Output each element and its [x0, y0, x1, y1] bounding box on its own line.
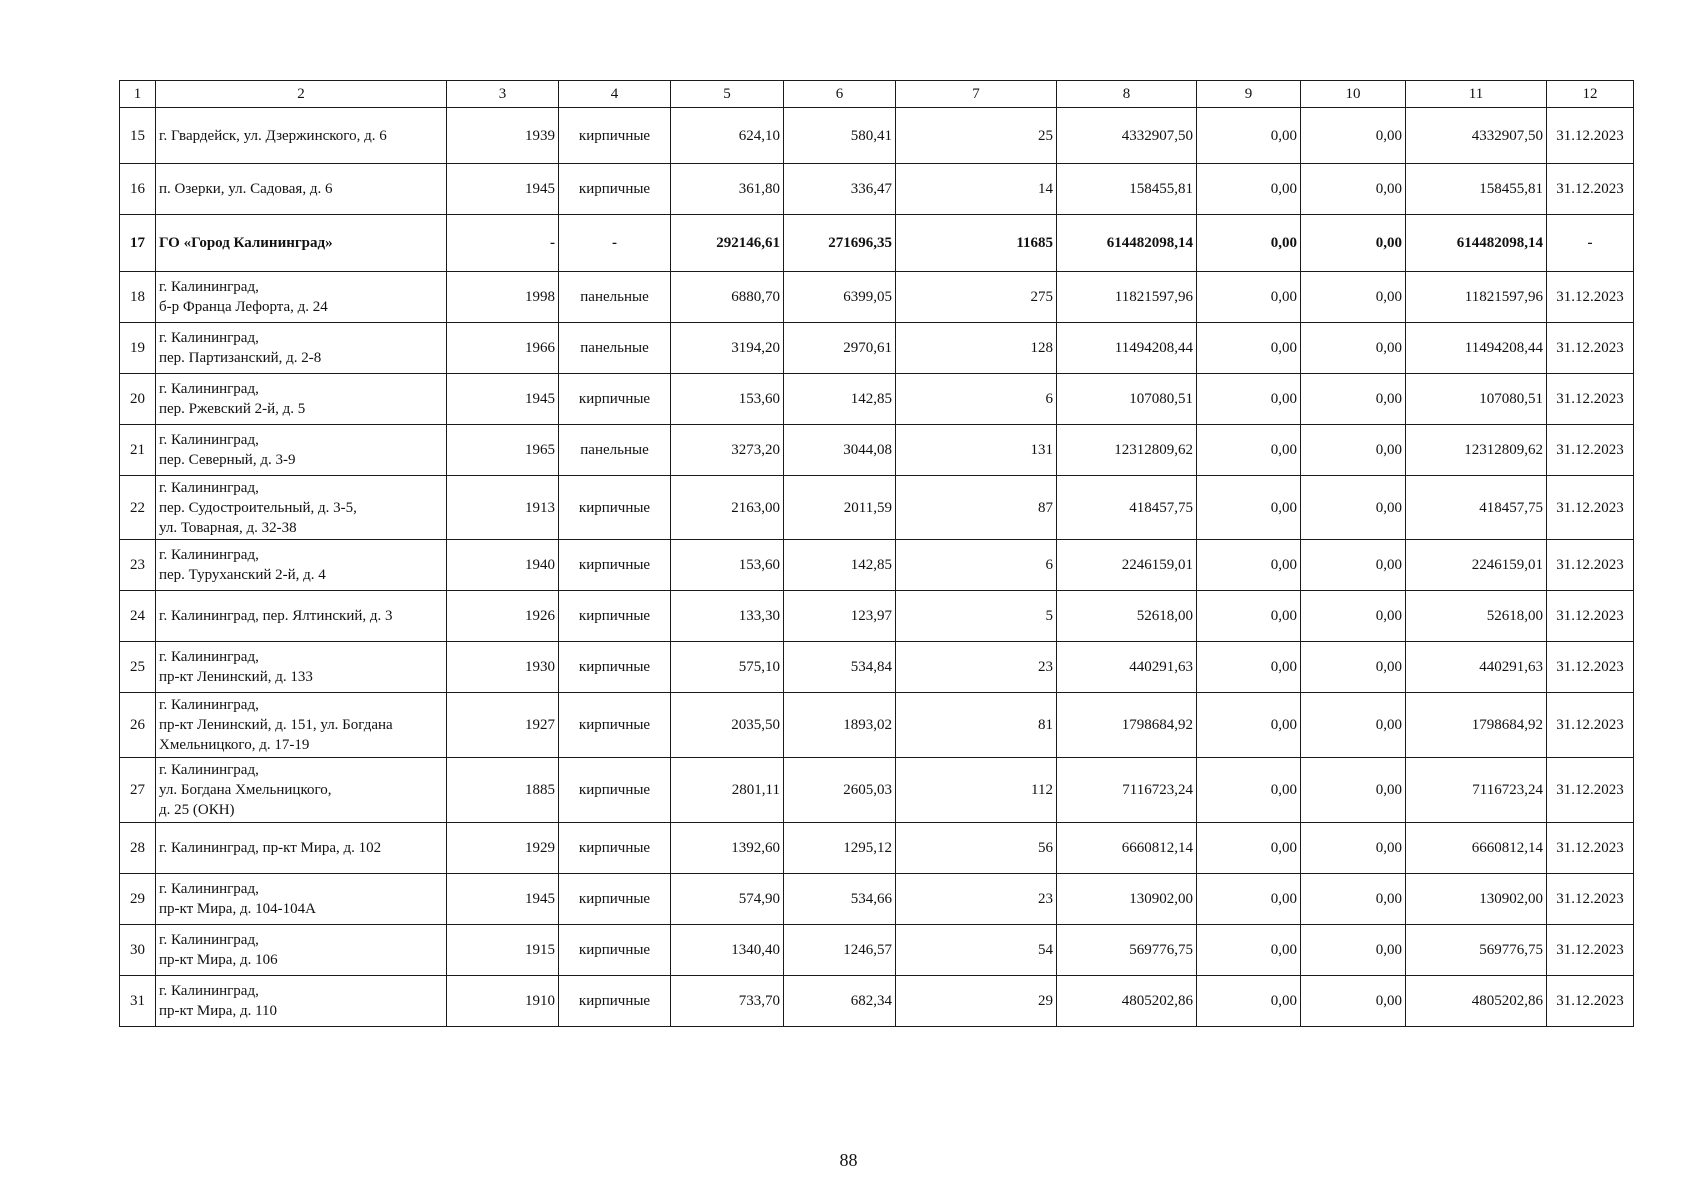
fund-cell: 0,00 — [1197, 215, 1301, 272]
deadline-cell: 31.12.2023 — [1547, 374, 1634, 425]
header-col-4: 4 — [559, 81, 671, 108]
address-cell: г. Калининград, пер. Партизанский, д. 2-8 — [156, 323, 447, 374]
fund-cell: 0,00 — [1197, 758, 1301, 823]
deadline-cell: 31.12.2023 — [1547, 976, 1634, 1027]
living-area-cell: 142,85 — [784, 374, 896, 425]
fund-cell: 0,00 — [1197, 108, 1301, 164]
material-cell: кирпичные — [559, 823, 671, 874]
row-number: 15 — [120, 108, 156, 164]
other-cost-cell: 569776,75 — [1406, 925, 1547, 976]
cost-total-cell: 569776,75 — [1057, 925, 1197, 976]
residents-cell: 54 — [896, 925, 1057, 976]
cost-total-cell: 52618,00 — [1057, 591, 1197, 642]
budget-cell: 0,00 — [1301, 874, 1406, 925]
total-area-cell: 2035,50 — [671, 693, 784, 758]
material-cell: кирпичные — [559, 758, 671, 823]
row-number: 18 — [120, 272, 156, 323]
cost-total-cell: 11821597,96 — [1057, 272, 1197, 323]
year-cell: 1966 — [447, 323, 559, 374]
budget-cell: 0,00 — [1301, 693, 1406, 758]
address-cell: г. Калининград, пр-кт Мира, д. 110 — [156, 976, 447, 1027]
cost-total-cell: 4332907,50 — [1057, 108, 1197, 164]
other-cost-cell: 12312809,62 — [1406, 425, 1547, 476]
row-number: 29 — [120, 874, 156, 925]
address-cell: г. Калининград, пр-кт Ленинский, д. 133 — [156, 642, 447, 693]
residents-cell: 5 — [896, 591, 1057, 642]
header-col-9: 9 — [1197, 81, 1301, 108]
address-cell: г. Калининград, пер. Северный, д. 3-9 — [156, 425, 447, 476]
address-cell: г. Калининград, пр-кт Мира, д. 104-104А — [156, 874, 447, 925]
row-number: 17 — [120, 215, 156, 272]
row-number: 27 — [120, 758, 156, 823]
table-body — [120, 108, 1634, 1027]
budget-cell: 0,00 — [1301, 425, 1406, 476]
residents-cell: 56 — [896, 823, 1057, 874]
cost-total-cell: 158455,81 — [1057, 164, 1197, 215]
row-number: 26 — [120, 693, 156, 758]
address-cell: г. Калининград, пр-кт Ленинский, д. 151, ул. Богдана Хмельницкого, д. 17-19 — [156, 693, 447, 758]
living-area-cell: 2605,03 — [784, 758, 896, 823]
header-col-7: 7 — [896, 81, 1057, 108]
fund-cell: 0,00 — [1197, 540, 1301, 591]
residents-cell: 6 — [896, 374, 1057, 425]
fund-cell: 0,00 — [1197, 823, 1301, 874]
row-number: 16 — [120, 164, 156, 215]
other-cost-cell: 130902,00 — [1406, 874, 1547, 925]
other-cost-cell: 4805202,86 — [1406, 976, 1547, 1027]
living-area-cell: 580,41 — [784, 108, 896, 164]
table-row — [120, 272, 1634, 323]
other-cost-cell: 52618,00 — [1406, 591, 1547, 642]
total-area-cell: 133,30 — [671, 591, 784, 642]
total-area-cell: 6880,70 — [671, 272, 784, 323]
material-cell: кирпичные — [559, 374, 671, 425]
fund-cell: 0,00 — [1197, 323, 1301, 374]
address-cell: г. Калининград, ул. Богдана Хмельницкого, д. 25 (ОКН) — [156, 758, 447, 823]
deadline-cell: 31.12.2023 — [1547, 476, 1634, 540]
total-area-cell: 1340,40 — [671, 925, 784, 976]
material-cell: панельные — [559, 272, 671, 323]
year-cell: 1965 — [447, 425, 559, 476]
address-cell: г. Калининград, пер. Туруханский 2-й, д. 4 — [156, 540, 447, 591]
table-row — [120, 374, 1634, 425]
other-cost-cell: 11821597,96 — [1406, 272, 1547, 323]
table-row — [120, 215, 1634, 272]
other-cost-cell: 440291,63 — [1406, 642, 1547, 693]
header-col-6: 6 — [784, 81, 896, 108]
year-cell: 1926 — [447, 591, 559, 642]
table-row — [120, 476, 1634, 540]
deadline-cell: 31.12.2023 — [1547, 108, 1634, 164]
budget-cell: 0,00 — [1301, 215, 1406, 272]
address-cell: г. Калининград, пр-кт Мира, д. 102 — [156, 823, 447, 874]
fund-cell: 0,00 — [1197, 591, 1301, 642]
material-cell: панельные — [559, 425, 671, 476]
header-col-5: 5 — [671, 81, 784, 108]
table-row — [120, 642, 1634, 693]
year-cell: 1998 — [447, 272, 559, 323]
living-area-cell: 2970,61 — [784, 323, 896, 374]
residents-cell: 112 — [896, 758, 1057, 823]
total-area-cell: 2801,11 — [671, 758, 784, 823]
other-cost-cell: 1798684,92 — [1406, 693, 1547, 758]
residents-cell: 11685 — [896, 215, 1057, 272]
fund-cell: 0,00 — [1197, 642, 1301, 693]
housing-register-table — [119, 80, 1634, 1027]
cost-total-cell: 2246159,01 — [1057, 540, 1197, 591]
living-area-cell: 336,47 — [784, 164, 896, 215]
cost-total-cell: 614482098,14 — [1057, 215, 1197, 272]
fund-cell: 0,00 — [1197, 925, 1301, 976]
row-number: 19 — [120, 323, 156, 374]
other-cost-cell: 6660812,14 — [1406, 823, 1547, 874]
cost-total-cell: 11494208,44 — [1057, 323, 1197, 374]
budget-cell: 0,00 — [1301, 591, 1406, 642]
living-area-cell: 534,66 — [784, 874, 896, 925]
material-cell: кирпичные — [559, 108, 671, 164]
deadline-cell: 31.12.2023 — [1547, 823, 1634, 874]
address-cell: г. Калининград, пер. Ржевский 2-й, д. 5 — [156, 374, 447, 425]
row-number: 24 — [120, 591, 156, 642]
deadline-cell: 31.12.2023 — [1547, 323, 1634, 374]
living-area-cell: 6399,05 — [784, 272, 896, 323]
header-col-11: 11 — [1406, 81, 1547, 108]
other-cost-cell: 418457,75 — [1406, 476, 1547, 540]
deadline-cell: 31.12.2023 — [1547, 164, 1634, 215]
total-area-cell: 624,10 — [671, 108, 784, 164]
row-number: 28 — [120, 823, 156, 874]
year-cell: 1913 — [447, 476, 559, 540]
row-number: 30 — [120, 925, 156, 976]
other-cost-cell: 2246159,01 — [1406, 540, 1547, 591]
year-cell: 1945 — [447, 874, 559, 925]
year-cell: 1885 — [447, 758, 559, 823]
address-cell: г. Калининград, пер. Судостроительный, д. 3-5, ул. Товарная, д. 32-38 — [156, 476, 447, 540]
header-col-8: 8 — [1057, 81, 1197, 108]
living-area-cell: 271696,35 — [784, 215, 896, 272]
residents-cell: 23 — [896, 642, 1057, 693]
row-number: 22 — [120, 476, 156, 540]
table-row — [120, 540, 1634, 591]
total-area-cell: 153,60 — [671, 374, 784, 425]
deadline-cell: 31.12.2023 — [1547, 540, 1634, 591]
cost-total-cell: 6660812,14 — [1057, 823, 1197, 874]
page-number: 88 — [839, 1150, 858, 1170]
living-area-cell: 1295,12 — [784, 823, 896, 874]
table-row — [120, 925, 1634, 976]
year-cell: 1929 — [447, 823, 559, 874]
cost-total-cell: 1798684,92 — [1057, 693, 1197, 758]
total-area-cell: 575,10 — [671, 642, 784, 693]
year-cell: 1940 — [447, 540, 559, 591]
header-col-12: 12 — [1547, 81, 1634, 108]
year-cell: 1939 — [447, 108, 559, 164]
other-cost-cell: 107080,51 — [1406, 374, 1547, 425]
living-area-cell: 534,84 — [784, 642, 896, 693]
total-area-cell: 361,80 — [671, 164, 784, 215]
budget-cell: 0,00 — [1301, 642, 1406, 693]
material-cell: кирпичные — [559, 476, 671, 540]
living-area-cell: 2011,59 — [784, 476, 896, 540]
column-number-header — [120, 81, 1634, 108]
table-row — [120, 823, 1634, 874]
fund-cell: 0,00 — [1197, 272, 1301, 323]
fund-cell: 0,00 — [1197, 976, 1301, 1027]
table-row — [120, 693, 1634, 758]
cost-total-cell: 7116723,24 — [1057, 758, 1197, 823]
material-cell: панельные — [559, 323, 671, 374]
address-cell: г. Гвардейск, ул. Дзержинского, д. 6 — [156, 108, 447, 164]
residents-cell: 131 — [896, 425, 1057, 476]
living-area-cell: 142,85 — [784, 540, 896, 591]
header-col-3: 3 — [447, 81, 559, 108]
deadline-cell: 31.12.2023 — [1547, 591, 1634, 642]
deadline-cell: 31.12.2023 — [1547, 642, 1634, 693]
table-row — [120, 164, 1634, 215]
deadline-cell: 31.12.2023 — [1547, 272, 1634, 323]
address-cell: г. Калининград, пер. Ялтинский, д. 3 — [156, 591, 447, 642]
living-area-cell: 123,97 — [784, 591, 896, 642]
deadline-cell: 31.12.2023 — [1547, 425, 1634, 476]
total-area-cell: 153,60 — [671, 540, 784, 591]
row-number: 21 — [120, 425, 156, 476]
table-row — [120, 108, 1634, 164]
fund-cell: 0,00 — [1197, 164, 1301, 215]
deadline-cell: 31.12.2023 — [1547, 874, 1634, 925]
material-cell: кирпичные — [559, 693, 671, 758]
fund-cell: 0,00 — [1197, 425, 1301, 476]
residents-cell: 25 — [896, 108, 1057, 164]
budget-cell: 0,00 — [1301, 540, 1406, 591]
header-col-1: 1 — [120, 81, 156, 108]
budget-cell: 0,00 — [1301, 976, 1406, 1027]
other-cost-cell: 158455,81 — [1406, 164, 1547, 215]
other-cost-cell: 4332907,50 — [1406, 108, 1547, 164]
budget-cell: 0,00 — [1301, 108, 1406, 164]
year-cell: - — [447, 215, 559, 272]
living-area-cell: 1246,57 — [784, 925, 896, 976]
cost-total-cell: 4805202,86 — [1057, 976, 1197, 1027]
table-row — [120, 591, 1634, 642]
year-cell: 1945 — [447, 164, 559, 215]
deadline-cell: 31.12.2023 — [1547, 758, 1634, 823]
residents-cell: 128 — [896, 323, 1057, 374]
residents-cell: 87 — [896, 476, 1057, 540]
material-cell: кирпичные — [559, 540, 671, 591]
row-number: 31 — [120, 976, 156, 1027]
material-cell: кирпичные — [559, 591, 671, 642]
table-row — [120, 976, 1634, 1027]
material-cell: кирпичные — [559, 642, 671, 693]
material-cell: кирпичные — [559, 976, 671, 1027]
cost-total-cell: 418457,75 — [1057, 476, 1197, 540]
row-number: 23 — [120, 540, 156, 591]
cost-total-cell: 12312809,62 — [1057, 425, 1197, 476]
year-cell: 1915 — [447, 925, 559, 976]
row-number: 20 — [120, 374, 156, 425]
living-area-cell: 1893,02 — [784, 693, 896, 758]
total-area-cell: 292146,61 — [671, 215, 784, 272]
living-area-cell: 682,34 — [784, 976, 896, 1027]
residents-cell: 81 — [896, 693, 1057, 758]
residents-cell: 275 — [896, 272, 1057, 323]
year-cell: 1927 — [447, 693, 559, 758]
table-row — [120, 425, 1634, 476]
deadline-cell: 31.12.2023 — [1547, 693, 1634, 758]
material-cell: кирпичные — [559, 164, 671, 215]
residents-cell: 6 — [896, 540, 1057, 591]
row-number: 25 — [120, 642, 156, 693]
fund-cell: 0,00 — [1197, 874, 1301, 925]
table-row — [120, 323, 1634, 374]
address-cell: ГО «Город Калининград» — [156, 215, 447, 272]
header-col-10: 10 — [1301, 81, 1406, 108]
total-area-cell: 3273,20 — [671, 425, 784, 476]
material-cell: - — [559, 215, 671, 272]
total-area-cell: 3194,20 — [671, 323, 784, 374]
deadline-cell: - — [1547, 215, 1634, 272]
budget-cell: 0,00 — [1301, 323, 1406, 374]
header-col-2: 2 — [156, 81, 447, 108]
budget-cell: 0,00 — [1301, 476, 1406, 540]
budget-cell: 0,00 — [1301, 164, 1406, 215]
total-area-cell: 733,70 — [671, 976, 784, 1027]
cost-total-cell: 107080,51 — [1057, 374, 1197, 425]
budget-cell: 0,00 — [1301, 758, 1406, 823]
residents-cell: 14 — [896, 164, 1057, 215]
fund-cell: 0,00 — [1197, 374, 1301, 425]
other-cost-cell: 7116723,24 — [1406, 758, 1547, 823]
cost-total-cell: 440291,63 — [1057, 642, 1197, 693]
total-area-cell: 574,90 — [671, 874, 784, 925]
budget-cell: 0,00 — [1301, 272, 1406, 323]
residents-cell: 29 — [896, 976, 1057, 1027]
deadline-cell: 31.12.2023 — [1547, 925, 1634, 976]
address-cell: г. Калининград, б-р Франца Лефорта, д. 24 — [156, 272, 447, 323]
cost-total-cell: 130902,00 — [1057, 874, 1197, 925]
material-cell: кирпичные — [559, 874, 671, 925]
material-cell: кирпичные — [559, 925, 671, 976]
year-cell: 1910 — [447, 976, 559, 1027]
year-cell: 1930 — [447, 642, 559, 693]
living-area-cell: 3044,08 — [784, 425, 896, 476]
year-cell: 1945 — [447, 374, 559, 425]
budget-cell: 0,00 — [1301, 925, 1406, 976]
residents-cell: 23 — [896, 874, 1057, 925]
address-cell: г. Калининград, пр-кт Мира, д. 106 — [156, 925, 447, 976]
address-cell: п. Озерки, ул. Садовая, д. 6 — [156, 164, 447, 215]
budget-cell: 0,00 — [1301, 823, 1406, 874]
total-area-cell: 1392,60 — [671, 823, 784, 874]
fund-cell: 0,00 — [1197, 693, 1301, 758]
fund-cell: 0,00 — [1197, 476, 1301, 540]
total-area-cell: 2163,00 — [671, 476, 784, 540]
table-row — [120, 874, 1634, 925]
other-cost-cell: 614482098,14 — [1406, 215, 1547, 272]
other-cost-cell: 11494208,44 — [1406, 323, 1547, 374]
budget-cell: 0,00 — [1301, 374, 1406, 425]
table-row — [120, 758, 1634, 823]
